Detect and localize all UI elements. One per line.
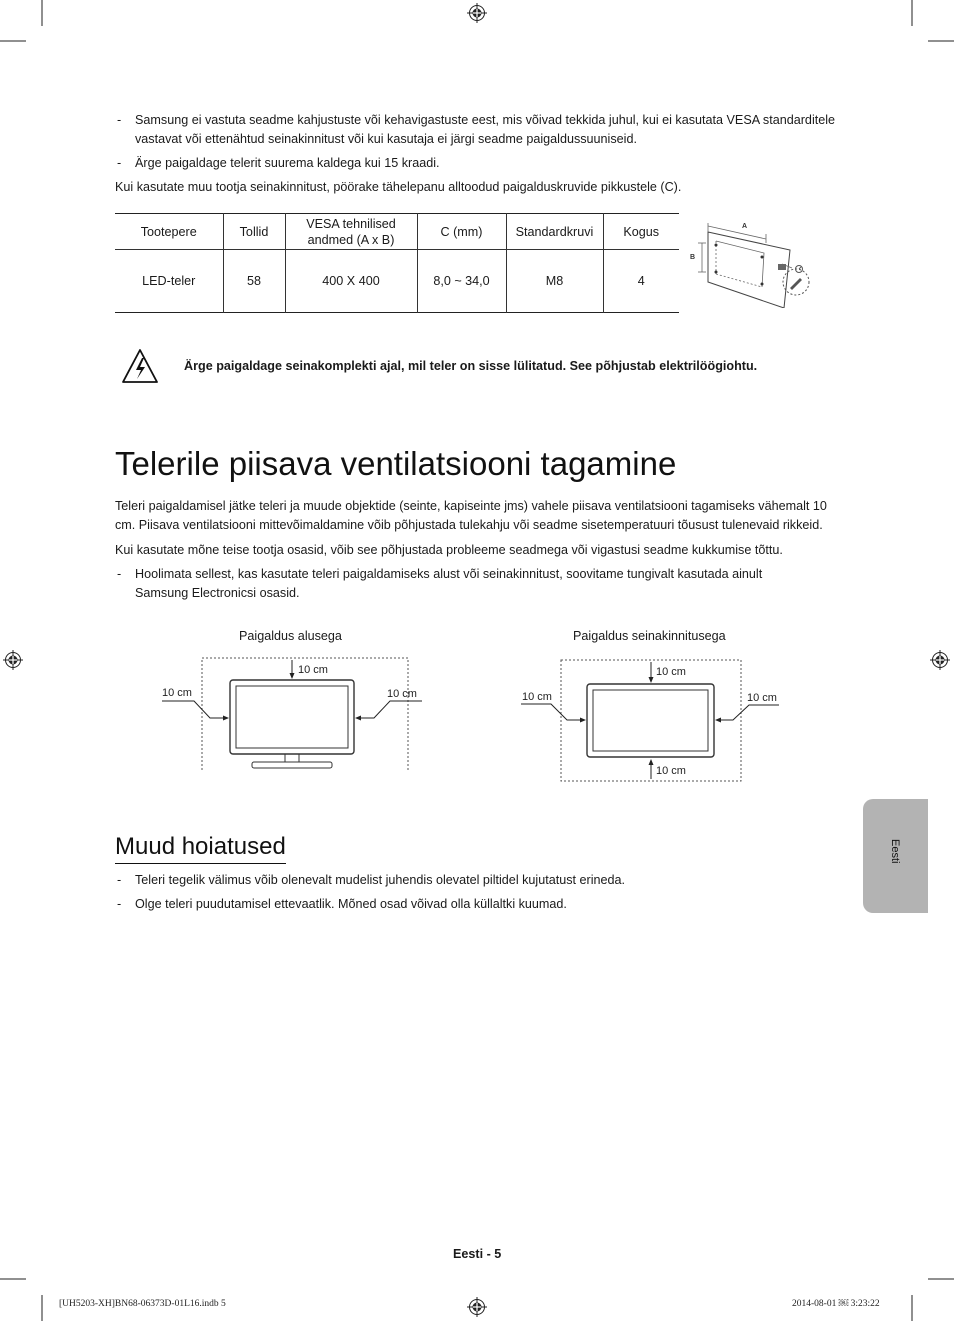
warning-text: Ärge paigaldage seinakomplekti ajal, mil teler on sisse lülitatud. See põhjustab elektrilöögiohtu. bbox=[184, 359, 758, 373]
table-cell: M8 bbox=[506, 250, 603, 313]
bullet-text: Samsung ei vastuta seadme kahjustuste või kehavigastuste eest, mis võivad tekkida juhul, kui ei kasutata VESA standarditele vastavat või ettenähtud seinakinnitust või kui kasutaja ei järgi seadme paigaldussuuniseid. bbox=[135, 113, 836, 146]
table-row bbox=[115, 250, 679, 313]
column-header: VESA tehnilised andmed (A x B) bbox=[285, 214, 417, 250]
table-cell: LED-teler bbox=[142, 274, 196, 288]
wall-mount-clearance-diagram bbox=[515, 650, 785, 786]
bullet-text: Hoolimata sellest, kas kasutate teleri paigaldamiseks alust või seinakinnitust, soovitame tungivalt kasutada ainult Samsung Electronicsi osasid. bbox=[135, 567, 763, 600]
list-item: - Olge teleri puudutamisel ettevaatlik. Mõned osad võivad olla küllaltki kuumad. bbox=[117, 895, 837, 914]
clearance-label-left: 10 cm bbox=[162, 687, 192, 699]
section-title: Telerile piisava ventilatsiooni tagamine bbox=[115, 445, 677, 482]
registration-mark-icon bbox=[467, 3, 487, 23]
column-header: Kogus bbox=[603, 214, 679, 250]
list-item: - Teleri tegelik välimus võib olenevalt mudelist juhendis olevatel piltidel kujutatust erineda. bbox=[117, 871, 837, 890]
page-number: Eesti - 5 bbox=[453, 1247, 502, 1261]
language-tab bbox=[863, 799, 928, 913]
imprint-file: [UH5203-XH]BN68-06373D-01L16.indb 5 bbox=[59, 1299, 226, 1309]
paragraph: Kui kasutate mõne teise tootja osasid, võib see põhjustada probleeme seadmega või vigastusi seadme kukkumise tõttu. bbox=[115, 543, 783, 557]
bullet-text: Teleri tegelik välimus võib olenevalt mudelist juhendis olevatel piltidel kujutatust erineda. bbox=[135, 873, 626, 887]
bullet-text: Olge teleri puudutamisel ettevaatlik. Mõned osad võivad olla küllaltki kuumad. bbox=[135, 897, 567, 911]
vesa-spec-table bbox=[115, 213, 679, 313]
bullet-text: Ärge paigaldage telerit suurema kaldega kui 15 kraadi. bbox=[135, 156, 440, 170]
table-header-row bbox=[115, 214, 679, 250]
registration-mark-icon bbox=[930, 650, 950, 670]
subsection-title: Muud hoiatused bbox=[115, 832, 286, 864]
dimension-label-b: B bbox=[690, 254, 696, 261]
clearance-label-right: 10 cm bbox=[747, 692, 777, 704]
table-cell: 8,0 ~ 34,0 bbox=[417, 250, 506, 313]
clearance-label-bottom: 10 cm bbox=[656, 765, 686, 777]
table-cell: 4 bbox=[603, 250, 679, 313]
diagram-title-stand: Paigaldus alusega bbox=[239, 629, 342, 643]
clearance-label-right: 10 cm bbox=[387, 688, 417, 700]
list-item: - Hoolimata sellest, kas kasutate teleri paigaldamiseks alust või seinakinnitust, soovitame tungivalt kasutada ainult Samsung Electronicsi osasid. bbox=[117, 565, 817, 603]
wall-mount-diagram bbox=[686, 212, 814, 308]
clearance-label-top: 10 cm bbox=[656, 666, 686, 678]
column-header: Tootepere bbox=[140, 224, 197, 239]
clearance-label-left: 10 cm bbox=[522, 691, 552, 703]
registration-mark-icon bbox=[467, 1297, 487, 1317]
dimension-label-a: A bbox=[742, 223, 748, 230]
column-header: Tollid bbox=[223, 214, 285, 250]
stand-clearance-diagram bbox=[150, 650, 430, 774]
list-item: - Ärge paigaldage telerit suurema kaldega kui 15 kraadi. bbox=[117, 154, 837, 173]
clearance-label-top: 10 cm bbox=[298, 664, 328, 676]
imprint-timestamp: 2014-08-01 ￼ 3:23:22 bbox=[792, 1299, 880, 1309]
paragraph: Teleri paigaldamisel jätke teleri ja muude objektide (seinte, kapiseinte jms) vahele piisava ventilatsiooni tagamiseks vähemalt 10 cm. Piisava ventilatsiooni mittevõimaldamine võib põhjustada tulekahju või seadme sisetemperatuuri tõusust tulenevaid rikkeid. bbox=[115, 499, 827, 532]
list-item: - Samsung ei vastuta seadme kahjustuste või kehavigastuste eest, mis võivad tekkida juhul, kui ei kasutata VESA standarditele vastavat või ettenähtud seinakinnitust või kui kasutaja ei järgi seadme paigaldussuuniseid. bbox=[117, 111, 837, 149]
diagram-title-wall: Paigaldus seinakinnitusega bbox=[573, 629, 726, 643]
column-header: C (mm) bbox=[417, 214, 506, 250]
column-header: Standardkruvi bbox=[506, 214, 603, 250]
table-cell: 400 X 400 bbox=[285, 250, 417, 313]
table-cell: 58 bbox=[223, 250, 285, 313]
intro-paragraph: Kui kasutate muu tootja seinakinnitust, pöörake tähelepanu alltoodud paigalduskruvide pikkustele (C). bbox=[115, 180, 682, 194]
registration-mark-icon bbox=[3, 650, 23, 670]
language-tab-label: Eesti bbox=[889, 839, 901, 864]
electric-shock-warning-icon bbox=[121, 348, 159, 384]
